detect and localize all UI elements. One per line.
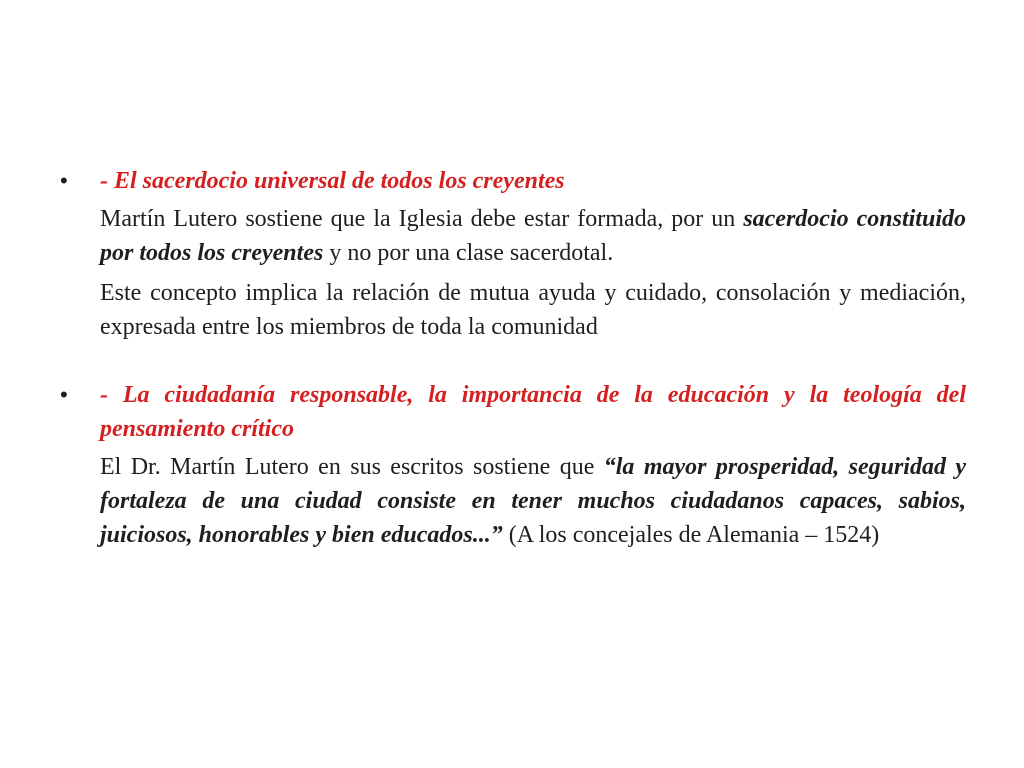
paragraph-text: Martín Lutero sostiene que la Iglesia debe estar formada, por un [100, 206, 744, 232]
paragraph-sacerdocio-concept: Este concepto implica la relación de mutua ayuda y cuidado, consolación y mediación, expresada entre los miembros de toda la comunidad [100, 280, 966, 340]
bullet-heading: - El sacerdocio universal de todos los creyentes [100, 168, 565, 194]
bullet-heading: - La ciudadanía responsable, la importancia de la educación y la teología del pensamiento crítico [100, 382, 966, 442]
citation-text: (A los concejales de Alemania – 1524) [502, 522, 880, 548]
paragraph-text: y no por una clase sacerdotal. [323, 240, 614, 266]
bullet-icon: • [60, 382, 68, 407]
paragraph-lutero-quote [100, 450, 966, 552]
paragraph-text: El Dr. Martín Lutero en sus escritos sostiene que [100, 454, 604, 480]
bullet-item-ciudadania [60, 378, 966, 552]
slide-content [60, 164, 966, 552]
bullet-icon: • [60, 168, 68, 193]
emphasized-text: sacerdocio constituido por todos los creyentes [100, 206, 966, 266]
bullet-item-sacerdocio [60, 164, 966, 344]
quote-text: “la mayor prosperidad, seguridad y fortaleza de una ciudad consiste en tener muchos ciudadanos capaces, sabios, juiciosos, honorables y bien educados...” [100, 454, 966, 548]
paragraph-sacerdocio-definition [100, 202, 966, 270]
